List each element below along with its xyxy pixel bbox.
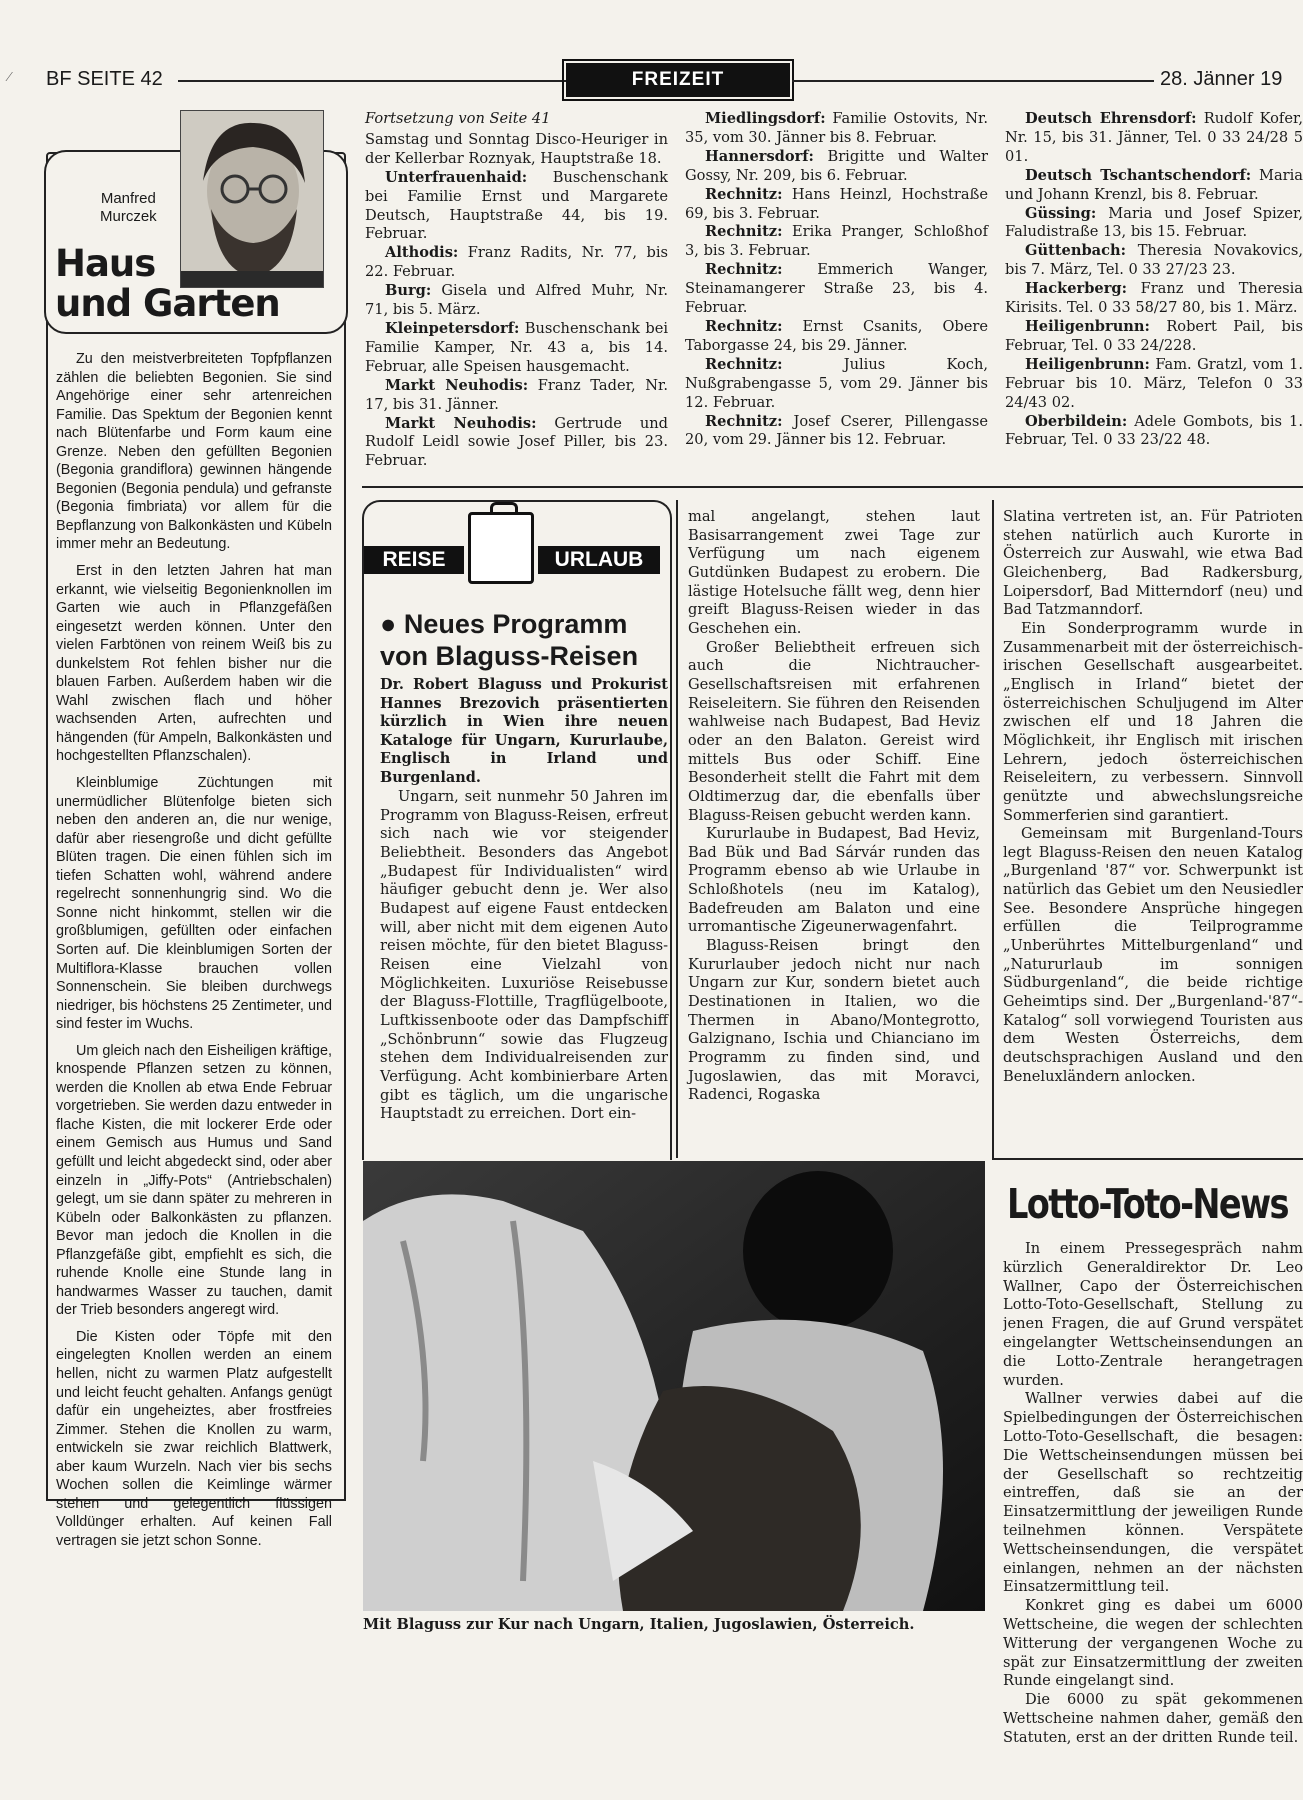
listing-column-4 — [1005, 110, 1303, 480]
listing-entry — [1005, 167, 1303, 205]
listing-place: Rechnitz: — [705, 261, 783, 279]
listing-place: Rechnitz: — [705, 223, 783, 241]
listing-text: Franz Radits, Nr. 77, bis 22. Februar. — [365, 244, 669, 281]
listing-entries — [365, 169, 668, 472]
listing-column-3 — [685, 110, 988, 450]
photo-caption: Mit Blaguss zur Kur nach Ungarn, Italien, Jugoslawien, Österreich. — [363, 1616, 915, 1633]
listing-text: Adele Gombots, bis 1. Februar, Tel. 0 33 23/22 48. — [1005, 412, 1303, 449]
listing-entry — [1005, 242, 1303, 280]
listing-text: Theresia Novakovics, bis 7. März, Tel. 0 33 27/23 23. — [1005, 242, 1303, 279]
column-paragraph: Kleinblumige Züchtungen mit unermüdlicher Blütenfolge bieten sich neben den anderen an, die nur wenige, dafür aber riesengroße und dicht gefüllte Blüten tragen. Die einen fühlen sich im tiefen Schatten wohl, während andere regelrecht sonnenhungrig sind. Wo die Sonne nicht hinkommt, stellen wir die großblumigen, gefüllten oder einfachen Sorten auf. Die kleinblumigen Sorten der Multiflora-Klasse brauchen vollen Sonnenschein. Sie bleiben durchwegs niedriger, bis höchstens 25 Zentimeter, und sind fester im Wuchs. — [56, 775, 332, 1033]
column-author — [100, 190, 157, 226]
article-column-c — [1003, 508, 1303, 1158]
listing-text: Maria und Johann Krenzl, bis 8. Februar. — [1005, 166, 1303, 203]
listing-text: Robert Pail, bis Februar, Tel. 0 33 24/228. — [1005, 317, 1303, 354]
listing-entry — [365, 169, 668, 245]
listing-text: Fam. Gratzl, vom 1. Februar bis 10. März, Telefon 0 33 24/43 02. — [1005, 355, 1303, 411]
listing-entry — [365, 415, 668, 472]
article-headline — [380, 608, 670, 672]
listing-place: Unterfrauenhaid: — [385, 168, 528, 186]
listing-place: Rechnitz: — [705, 355, 783, 373]
article-paragraph: Gemeinsam mit Burgenland-Tours legt Blaguss-Reisen den neuen Katalog „Burgenland '87“ vor. Schwerpunkt ist natürlich das Gebiet um den Neusiedler See. Besondere Ansprüche hingegen erfüllen die Teilprogramme „Unberührtes Mittelburgenland“ und „Natururlaub im sonnigen Südburgenland“, die beide richtige Geheimtips sind. Der „Burgenland-'87“-Katalog“ soll vorwiegend Touristen aus dem Westen Österreichs, dem deutschsprachigen Ausland und den Beneluxländern anlocken. — [1003, 825, 1303, 1085]
listing-entry — [685, 413, 988, 451]
travel-logo-left: REISE — [364, 546, 464, 574]
listing-entry — [365, 320, 668, 377]
article-paragraph: Ungarn, seit nunmehr 50 Jahren im Programm von Blaguss-Reisen, erfreut sich nach wie vor steigender Beliebtheit. Besonders das Angebot „Budapest für Individualisten“ wird häufiger gebucht denn je. Wer also Budapest auf eigene Faust entdecken will, aber nicht mit dem eigenen Auto reisen möchte, für den bietet Blaguss-Reisen eine Vielzahl von Möglichkeiten. Luxuriöse Reisebusse der Blaguss-Flottille, Tragflügelboote, Luftkissenboote oder das Dampfschiff „Schönbrunn“ sowie das Flugzeug stehen dem Individualreisenden zur Verfügung. Acht kombinierbare Arten gibt es täglich, um die ungarische Hauptstadt zu erreichen. Dort ein- — [380, 788, 668, 1123]
article-lead: Dr. Robert Blaguss und Prokurist Hannes Brezovich präsentierten kürzlich in Wien ihre neuen Kataloge für Ungarn, Kururlaube, Englisch in Irland und Burgenland. — [380, 676, 668, 786]
listing-column-2 — [365, 110, 668, 471]
listing-place: Rechnitz: — [705, 412, 783, 430]
listing-place: Güssing: — [1025, 204, 1097, 222]
listing-entry — [685, 318, 988, 356]
listing-intro: Samstag und Sonntag Disco-Heuriger in der Kellerbar Roznyak, Hauptstraße 18. — [365, 130, 668, 167]
listing-entry — [685, 223, 988, 261]
column-paragraph: Zu den meistverbreiteten Topfpflanzen zählen die beliebten Begonien. Sie sind Angehörige einer sehr artenreichen Familie. Das Spektum der Begonien kennt nach Blütenfarbe und Form kaum eine Grenze. Neben den gefüllten Begonien (Begonia grandiflora) gewinnen hängende Begonien (Begonia pendula) und gefranste (Begonia fimbriata) vor allem für die Bepflanzung von Balkonkästen und Kübeln immer mehr an Bedeutung. — [56, 351, 332, 553]
lotto-paragraph: In einem Pressegespräch nahm kürzlich Generaldirektor Dr. Leo Wallner, Capo der Österreichischen Lotto-Toto-Gesellschaft, Stellung zu jenen Fragen, die auf Grund verspätet eingelangter Wettscheinsendungen an die Lotto-Zentrale herangetragen wurden. — [1003, 1240, 1303, 1389]
listing-entry — [685, 261, 988, 318]
column-title-line2: und Garten — [55, 282, 280, 325]
listing-text: Maria und Josef Spizer, Faludistraße 13, bis 15. Februar. — [1005, 204, 1303, 241]
column-paragraph: Erst in den letzten Jahren hat man erkannt, wie vielseitig Begonienknollen im Garten wie auch in Pflanzgefäßen eingesetzt werden können. Unter den vielen Farbtönen von reinem Weiß bis zu dunkelstem Rot fehlen bisher nur die blauen Farben. Außerdem haben wir die Wahl zwischen flach und höher wachsenden Arten, aufrechten und hängenden (für Ampeln, Balkonkästen und hochgestellten Pflanzschalen). — [56, 563, 332, 765]
lotto-title: Lotto-Toto-News — [1007, 1180, 1288, 1228]
column-rule — [992, 500, 994, 1158]
listing-text: Buschenschank bei Familie Ernst und Margarete Deutsch, Hauptstraße 44, bis 19. Februar. — [365, 168, 668, 243]
listing-place: Oberbildein: — [1025, 412, 1128, 430]
listing-text: Emmerich Wanger, Steinamangerer Straße 23, bis 4. Februar. — [685, 261, 988, 317]
listing-place: Rechnitz: — [705, 185, 783, 203]
listing-place: Deutsch Tschantschendorf: — [1025, 166, 1252, 184]
header-rule-right — [792, 80, 1154, 82]
listing-entry — [1005, 110, 1303, 167]
lotto-body — [1003, 1240, 1303, 1780]
listing-place: Miedlingsdorf: — [705, 110, 826, 127]
listing-entry — [1005, 356, 1303, 413]
page-header — [0, 58, 1303, 104]
column-body — [56, 350, 332, 1558]
listing-text: Rudolf Kofer, Nr. 15, bis 31. Jänner, Tel. 0 33 24/28 5 01. — [1005, 110, 1303, 165]
author-first-name: Manfred — [100, 190, 156, 207]
listing-entry — [685, 356, 988, 413]
column-title — [55, 244, 280, 324]
listing-entry — [365, 244, 668, 282]
listing-text: Gisela und Alfred Muhr, Nr. 71, bis 5. März. — [365, 282, 668, 319]
continuation-note: Fortsetzung von Seite 41 — [365, 110, 551, 127]
listing-entry — [365, 377, 668, 415]
listing-entries — [1005, 110, 1303, 450]
listing-place: Hackerberg: — [1025, 280, 1127, 298]
listing-entry — [1005, 413, 1303, 451]
article-photo — [363, 1161, 985, 1611]
listing-text: Erika Pranger, Schloßhof 3, bis 3. Februar. — [685, 223, 988, 260]
listing-text: Julius Koch, Nußgrabengasse 5, vom 29. Jänner bis 12. Februar. — [685, 355, 988, 411]
listing-place: Hannersdorf: — [705, 147, 814, 165]
column-title-line1: Haus — [55, 242, 156, 285]
travel-logo-right: URLAUB — [538, 546, 660, 574]
listing-text: Ernst Csanits, Obere Taborgasse 24, bis 29. Jänner. — [685, 317, 989, 354]
listing-entry — [1005, 205, 1303, 243]
header-rule-left — [178, 80, 566, 82]
section-divider — [362, 486, 1303, 488]
article-paragraph: Blaguss-Reisen bringt den Kururlauber jedoch nicht nur nach Ungarn zur Kur, sondern bietet auch Destinationen in Italien, wo die Thermen in Abano/Montegrotto, Galzignano, Ischia und Chianciano im Programm zu finden sind, und Jugoslawien, das mit Moravci, Radenci, Rogaska — [688, 937, 980, 1104]
listing-place: Althodis: — [385, 244, 459, 262]
listing-place: Heiligenbrunn: — [1025, 317, 1150, 335]
listing-place: Markt Neuhodis: — [385, 414, 537, 432]
listing-place: Markt Neuhodis: — [385, 376, 529, 394]
listing-place: Rechnitz: — [705, 317, 783, 335]
listing-text: Hans Heinzl, Hochstraße 69, bis 3. Februar. — [685, 185, 988, 222]
bullet-icon: ● — [380, 609, 397, 639]
listing-entry — [685, 148, 988, 186]
article-column-a — [380, 788, 668, 1124]
listing-entry — [1005, 280, 1303, 318]
article-paragraph: mal angelangt, stehen laut Basisarrangement zwei Tage zur Verfügung um nach eigenem Gutdünken Budapest zu erobern. Die lästige Hotelsuche fällt weg, denn hier greift Blaguss-Reisen wieder in das Geschehen ein. — [688, 508, 980, 637]
listing-text: Buschenschank bei Familie Kamper, Nr. 43 a, bis 14. Februar, alle Speisen hausgemacht. — [365, 319, 669, 375]
page-number: BF SEITE 42 — [46, 68, 163, 90]
issue-date: 28. Jänner 19 — [1160, 68, 1283, 90]
margin-mark: ⁄ — [8, 70, 11, 85]
listing-entry — [685, 186, 988, 224]
article-paragraph: Großer Beliebtheit erfreuen sich auch die Nichtraucher-Gesellschaftsreisen mit erfahrenen Reiseleitern. Sie führen den Reisenden wahlweise nach Budapest, Bad Heviz oder an den Balaton. Gereist wird mittels Bus oder Schiff. Eine Besonderheit stellt die Fahrt mit dem Oldtimerzug dar, die ebenfalls über Blaguss-Reisen gebucht werden kann. — [688, 638, 980, 824]
photo-image — [363, 1161, 985, 1611]
listing-entry — [365, 282, 668, 320]
headline-text: Neues Programm von Blaguss-Reisen — [380, 609, 639, 671]
listing-text: Brigitte und Walter Gossy, Nr. 209, bis 6. Februar. — [685, 147, 988, 184]
article-paragraph: Ein Sonderprogramm wurde in Zusammenarbeit mit der österreichisch-irischen Gesellschaft ausgearbeitet. „Englisch in Irland“ bietet der österreichischen Schuljugend im Alter zwischen elf und 18 Jahren die Möglichkeit, ihr Englisch mit irischen Lehrern, jedoch österreichischen Reiseleitern, zu verbessern. Sinnvoll genützte und abwechslungsreiche Sommerferien sind garantiert. — [1003, 619, 1303, 824]
listing-place: Deutsch Ehrensdorf: — [1025, 110, 1197, 127]
article-column-b — [688, 508, 980, 1105]
listing-entry — [1005, 318, 1303, 356]
listing-place: Heiligenbrunn: — [1025, 355, 1150, 373]
listing-entries — [685, 110, 988, 450]
article-paragraph: Slatina vertreten ist, an. Für Patrioten stehen natürlich auch Kurorte in Österreich zur Auswahl, wie etwa Bad Gleichenberg, Bad Radkersburg, Loipersdorf, Bad Mitterndorf (neu) und Bad Tatzmanndorf. — [1003, 508, 1303, 619]
listing-text: Franz und Theresia Kirisits. Tel. 0 33 58/27 80, bis 1. März. — [1005, 280, 1303, 317]
lotto-paragraph: Konkret ging es dabei um 6000 Wettscheine, die wegen der schlechten Witterung der vergangenen Woche zu spät zur Einsatzermittlung der zweiten Runde eingelangt sind. — [1003, 1597, 1303, 1690]
column-paragraph: Die Kisten oder Töpfe mit den eingelegten Knollen werden an einem hellen, nicht zu warmen Platz aufgestellt und leicht feucht gehalten. Anfangs genügt dafür ein ungeheiztes, aber frostfreies Zimmer. Stehen die Knollen zu warm, entwickeln sie zwar reichlich Blattwerk, aber kaum Wurzeln. Nach vier bis sechs Wochen sollen die Keimlinge wärmer stehen und gelegentlich flüssigen Volldünger erhalten. Auf keinen Fall vertragen sie jetzt schon Sonne. — [56, 1328, 332, 1549]
author-last-name: Murczek — [100, 208, 157, 225]
listing-text: Franz Tader, Nr. 17, bis 31. Jänner. — [365, 376, 668, 413]
listing-text: Familie Ostovits, Nr. 35, vom 30. Jänner bis 8. Februar. — [685, 110, 988, 146]
section-divider — [992, 1158, 1303, 1160]
listing-place: Burg: — [385, 282, 432, 300]
article-paragraph: Kururlaube in Budapest, Bad Heviz, Bad Bük und Bad Sárvár runden das Programm ebenso ab wie Urlaube in Schloßhotels (neu im Katalog), Badefreuden am Balaton und eine urromantische Zigeunerwagenfahrt. — [688, 825, 980, 936]
listing-entry — [685, 110, 988, 148]
lotto-paragraph: Wallner verwies dabei auf die Spielbedingungen der Österreichischen Lotto-Toto-Gesellschaft, die besagen: Die Wettscheinsendungen müssen bei der Gesellschaft so rechtzeitig eintreffen, daß sie an der Einsatzermittlung der jeweiligen Runde teilnehmen können. Verspätete Wettscheinsendungen, die verspätet einlangen, nehmen an der nächsten Einsatzermittlung teil. — [1003, 1390, 1303, 1596]
listing-place: Kleinpetersdorf: — [385, 319, 520, 337]
suitcase-icon — [468, 512, 534, 584]
column-rule — [676, 500, 678, 1158]
column-paragraph: Um gleich nach den Eisheiligen kräftige, knospende Pflanzen setzen zu können, werden die Knollen ab etwa Ende Februar vorgetrieben. Sie werden dazu entweder in flache Kisten, die mit lockerer Erde oder einem Gemisch aus Humus und Sand gefüllt und leicht abgedeckt sind, oder aber einzeln in „Jiffy-Pots“ (Antriebschalen) gelegt, um sie dann später zu mehreren in Kübeln oder Balkonkästen zu pflanzen. Bevor man jedoch die Knollen in die Pflanzgefäße gibt, empfiehlt es sich, die ruhende Knolle eine Stunde lang in handwarmes Wasser zu tauchen, damit der Trieb besonders angeregt wird. — [56, 1042, 332, 1319]
lotto-paragraph: Die 6000 zu spät gekommenen Wettscheine nahmen daher, gemäß den Statuten, erst an der dritten Runde teil. — [1003, 1691, 1303, 1746]
listing-text: Gertrude und Rudolf Leidl sowie Josef Piller, bis 23. Februar. — [365, 414, 668, 470]
listing-place: Güttenbach: — [1025, 242, 1126, 260]
listing-text: Josef Cserer, Pillengasse 20, vom 29. Jänner bis 12. Februar. — [685, 412, 989, 449]
section-label: FREIZEIT — [566, 63, 790, 97]
